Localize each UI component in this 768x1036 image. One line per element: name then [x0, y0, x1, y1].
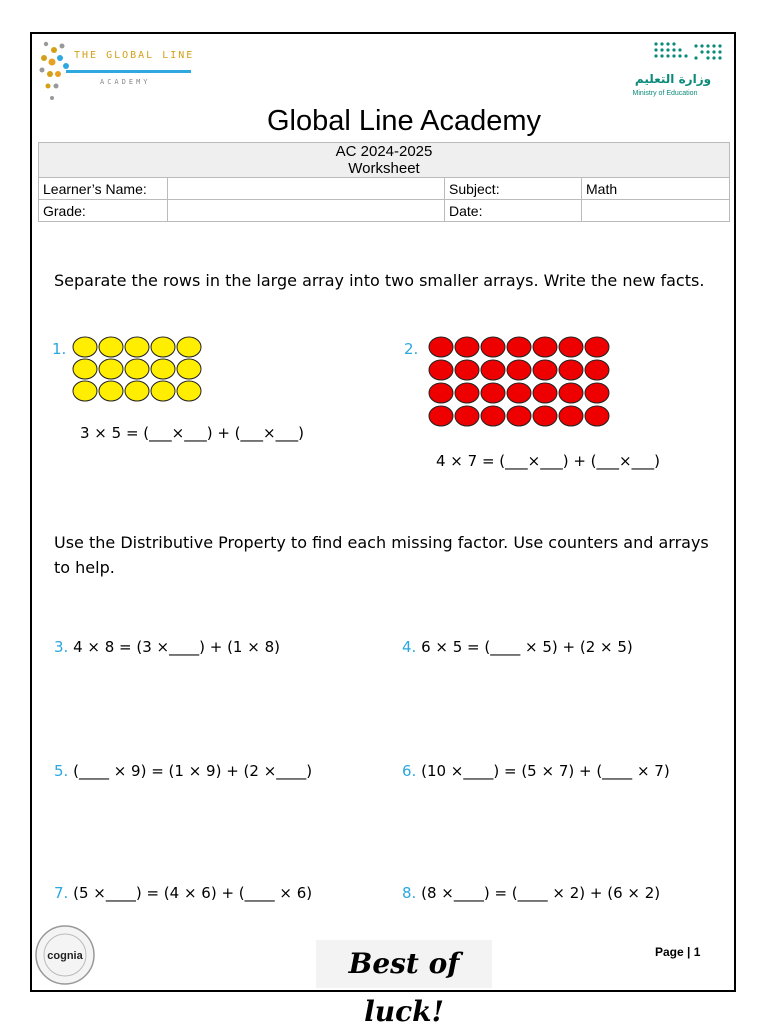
question-number-3: 3. [54, 638, 69, 656]
global-line-logo-icon [36, 38, 206, 110]
counter [585, 383, 609, 403]
question-6 [402, 762, 670, 780]
question-5 [54, 762, 312, 780]
counter [151, 337, 175, 357]
question-number-8: 8. [402, 884, 417, 902]
counter [429, 383, 453, 403]
counter [455, 337, 479, 357]
learner-name-field[interactable] [168, 178, 445, 200]
counter [481, 337, 505, 357]
counter [429, 406, 453, 426]
logo-line2: ACADEMY [100, 78, 151, 86]
counter [533, 360, 557, 380]
counter [559, 360, 583, 380]
counter [455, 360, 479, 380]
learner-name-label: Learner’s Name: [39, 178, 168, 200]
question-4-equation: 6 × 5 = (____ × 5) + (2 × 5) [421, 638, 633, 656]
page-number: Page | 1 [655, 945, 701, 959]
question-2-equation: 4 × 7 = (___×___) + (___×___) [436, 452, 660, 470]
counter [559, 337, 583, 357]
counter [455, 383, 479, 403]
learner-info-table [38, 142, 730, 222]
counter [559, 383, 583, 403]
question-7 [54, 884, 312, 902]
counter [151, 381, 175, 401]
counter [507, 337, 531, 357]
question-8-equation: (8 ×____) = (____ × 2) + (6 × 2) [421, 884, 661, 902]
ministry-name-english: Ministry of Education [632, 90, 698, 97]
counter [73, 337, 97, 357]
counter [533, 337, 557, 357]
page-title: Global Line Academy [266, 105, 542, 137]
academic-year: AC 2024-2025 [335, 143, 433, 160]
counter [73, 359, 97, 379]
date-label: Date: [445, 200, 582, 222]
counter [559, 406, 583, 426]
question-7-equation: (5 ×____) = (4 × 6) + (____ × 6) [73, 884, 313, 902]
question-8 [402, 884, 660, 902]
best-of-luck-banner [316, 940, 492, 1028]
counter [507, 406, 531, 426]
grade-label: Grade: [39, 200, 168, 222]
counter [73, 381, 97, 401]
table-header [39, 143, 730, 178]
question-number-7: 7. [54, 884, 69, 902]
counter [177, 359, 201, 379]
counter [151, 359, 175, 379]
question-1-equation: 3 × 5 = (___×___) + (___×___) [80, 424, 304, 442]
subject-label: Subject: [445, 178, 582, 200]
question-3 [54, 638, 280, 656]
counter [177, 381, 201, 401]
question-number-2: 2. [404, 340, 419, 358]
counter [481, 360, 505, 380]
counter [177, 337, 201, 357]
counter [507, 383, 531, 403]
question-4 [402, 638, 633, 656]
counter [125, 337, 149, 357]
best-of-luck-text: Best of luck! [348, 947, 460, 1028]
subject-value: Math [582, 178, 730, 200]
worksheet-label: Worksheet [348, 160, 420, 177]
question-number-4: 4. [402, 638, 417, 656]
counter [99, 337, 123, 357]
cognia-accreditation-seal-icon [34, 924, 96, 986]
question-number-5: 5. [54, 762, 69, 780]
counter [585, 406, 609, 426]
counter [481, 406, 505, 426]
question-number-6: 6. [402, 762, 417, 780]
counter [99, 381, 123, 401]
question-5-equation: (____ × 9) = (1 × 9) + (2 ×____) [73, 762, 313, 780]
counter [585, 337, 609, 357]
logo-bar [66, 70, 191, 73]
logo-line1: THE GLOBAL LINE [74, 50, 195, 61]
instruction-arrays: Separate the rows in the large array into two smaller arrays. Write the new facts. [54, 271, 705, 290]
yellow-counter-array [72, 336, 208, 410]
red-counter-array [428, 336, 618, 432]
counter [507, 360, 531, 380]
question-number-1: 1. [52, 340, 67, 358]
cognia-text: cognia [47, 950, 83, 962]
counter [125, 381, 149, 401]
counter [533, 406, 557, 426]
counter [99, 359, 123, 379]
question-3-equation: 4 × 8 = (3 ×____) + (1 × 8) [73, 638, 280, 656]
counter [585, 360, 609, 380]
counter [455, 406, 479, 426]
ministry-name-arabic: وزارة التعليم [634, 72, 712, 86]
date-field[interactable] [582, 200, 730, 222]
grade-field[interactable] [168, 200, 445, 222]
counter [125, 359, 149, 379]
counter [429, 360, 453, 380]
counter [481, 383, 505, 403]
instruction-distributive: Use the Distributive Property to find each missing factor. Use counters and arrays to help. [54, 533, 709, 577]
counter [429, 337, 453, 357]
question-6-equation: (10 ×____) = (5 × 7) + (____ × 7) [421, 762, 670, 780]
counter [533, 383, 557, 403]
